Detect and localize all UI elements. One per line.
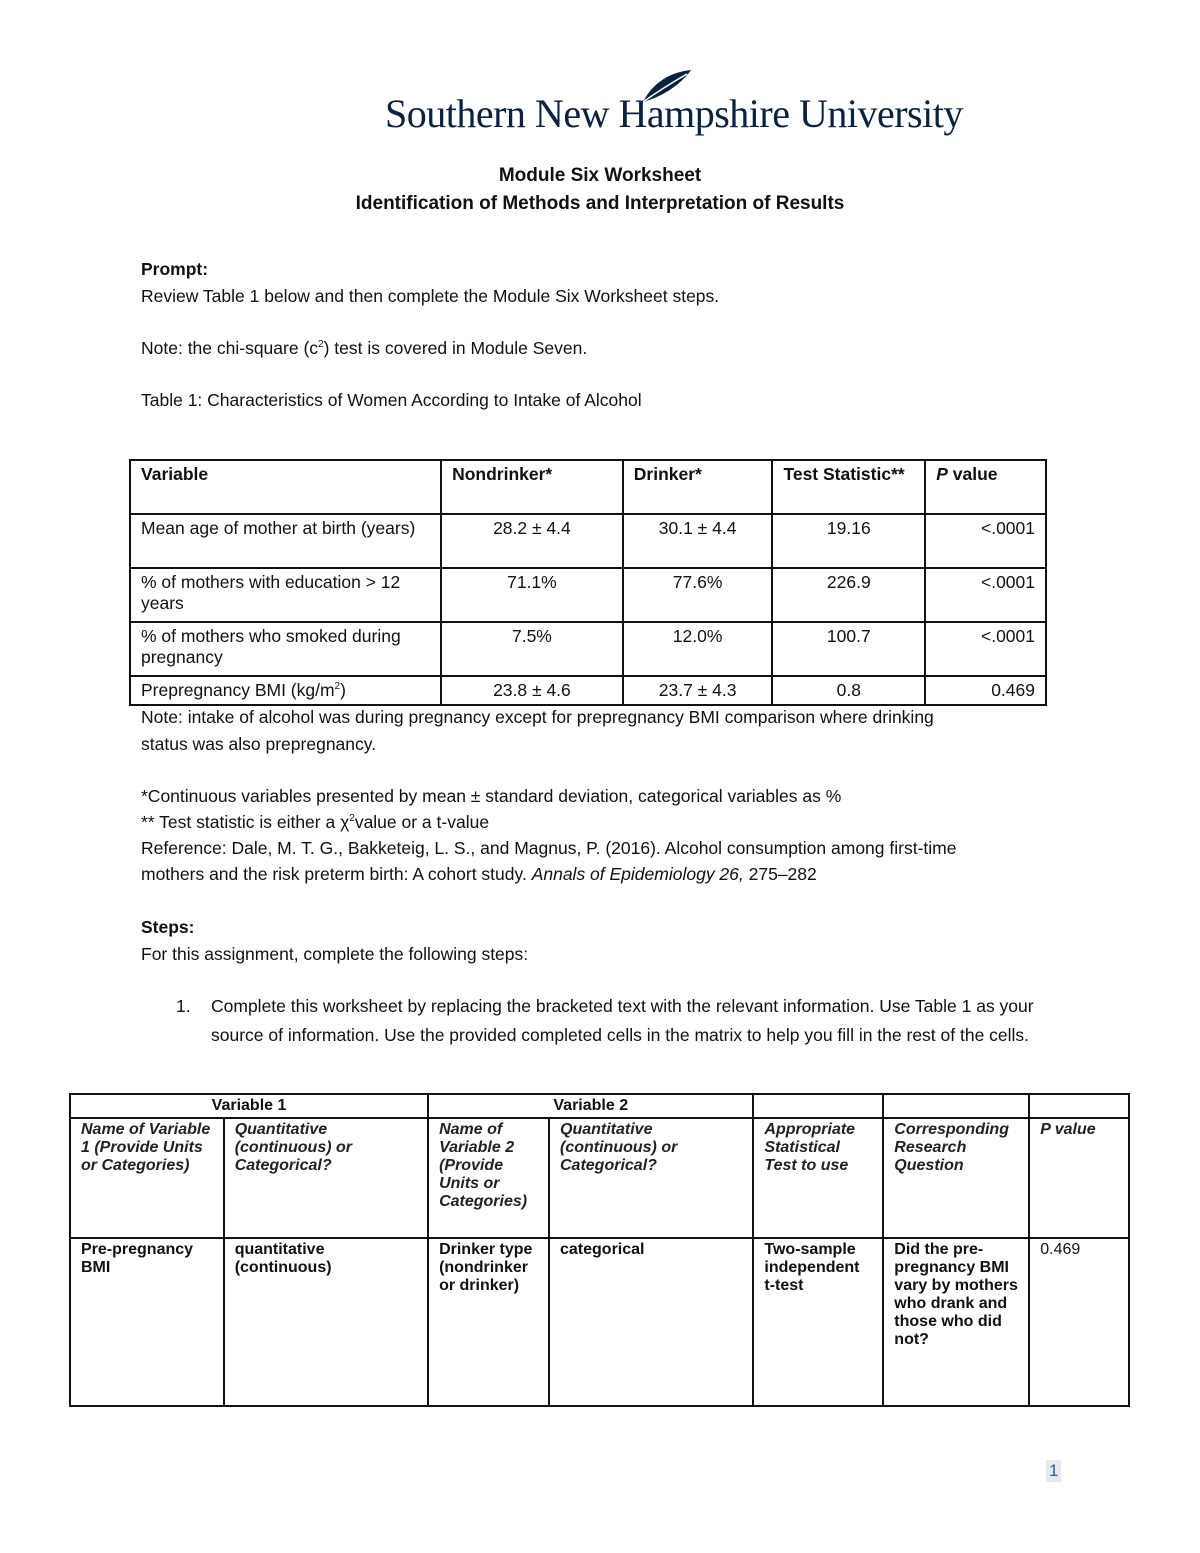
header-name-variable-2: Name of Variable 2 (Provide Units or Categories) bbox=[428, 1118, 549, 1238]
note-sup: 2 bbox=[318, 339, 324, 351]
cell-variable-1-name: Pre-pregnancy BMI bbox=[70, 1238, 224, 1406]
table-note-line2: status was also prepregnancy. bbox=[141, 734, 377, 754]
leaf-icon bbox=[635, 68, 695, 108]
row-drinker: 12.0% bbox=[623, 622, 773, 676]
row-variable: % of mothers with education > 12 years bbox=[130, 568, 441, 622]
row-stat: 0.8 bbox=[772, 676, 925, 705]
note-prefix: Note: the chi-square (c bbox=[141, 338, 319, 358]
group-empty bbox=[1029, 1094, 1129, 1118]
row-p: <.0001 bbox=[925, 568, 1046, 622]
table-row bbox=[130, 622, 1046, 676]
row-variable-end: ) bbox=[340, 680, 346, 700]
ref-line2-prefix: mothers and the risk preterm birth: A cohort study. bbox=[141, 864, 532, 884]
table-row bbox=[130, 514, 1046, 568]
characteristics-table bbox=[129, 459, 1047, 706]
header-statistical-test: Appropriate Statistical Test to use bbox=[753, 1118, 883, 1238]
footnote2-prefix: ** Test statistic is either a χ bbox=[141, 812, 350, 832]
header-variable: Variable bbox=[130, 460, 441, 514]
header-type-variable-2: Quantitative (continuous) or Categorical? bbox=[549, 1118, 753, 1238]
row-nondrinker: 7.5% bbox=[441, 622, 623, 676]
table-header-row bbox=[130, 460, 1046, 514]
footnote2-suffix: value or a t-value bbox=[354, 812, 490, 832]
header-name-variable-1: Name of Variable 1 (Provide Units or Categories) bbox=[70, 1118, 224, 1238]
university-logo bbox=[385, 68, 963, 138]
list-number: 1. bbox=[176, 996, 191, 1016]
header-type-variable-1: Quantitative (continuous) or Categorical? bbox=[224, 1118, 428, 1238]
reference-line2 bbox=[141, 864, 817, 885]
header-p-value bbox=[925, 460, 1046, 514]
steps-intro: For this assignment, complete the following steps: bbox=[141, 944, 529, 964]
cell-variable-2-name: Drinker type (nondrinker or drinker) bbox=[428, 1238, 549, 1406]
header-p-value: P value bbox=[1029, 1118, 1129, 1238]
row-variable-sup: 2 bbox=[334, 681, 341, 693]
row-drinker: 77.6% bbox=[623, 568, 773, 622]
cell-research-question: Did the pre-pregnancy BMI vary by mothers who drank and those who did not? bbox=[883, 1238, 1029, 1406]
footnote-test-statistic bbox=[141, 812, 489, 833]
header-research-question: Corresponding Research Question bbox=[883, 1118, 1029, 1238]
ref-pages: 275–282 bbox=[743, 864, 817, 884]
page-title: Module Six Worksheet bbox=[498, 165, 702, 186]
steps-label: Steps: bbox=[141, 917, 195, 937]
page-subtitle: Identification of Methods and Interpretation of Results bbox=[355, 193, 845, 214]
header-nondrinker: Nondrinker* bbox=[441, 460, 623, 514]
group-empty bbox=[883, 1094, 1029, 1118]
header-test-statistic: Test Statistic** bbox=[772, 460, 925, 514]
group-empty bbox=[753, 1094, 883, 1118]
cell-p-value: 0.469 bbox=[1029, 1238, 1129, 1406]
row-variable: Mean age of mother at birth (years) bbox=[130, 514, 441, 568]
group-variable-2: Variable 2 bbox=[428, 1094, 753, 1118]
ref-journal: Annals of Epidemiology 26, bbox=[531, 864, 744, 884]
row-stat: 226.9 bbox=[772, 568, 925, 622]
table-row bbox=[130, 676, 1046, 705]
row-drinker: 23.7 ± 4.3 bbox=[623, 676, 773, 705]
table-row bbox=[70, 1238, 1129, 1406]
cell-variable-1-type: quantitative (continuous) bbox=[224, 1238, 428, 1406]
row-nondrinker: 23.8 ± 4.6 bbox=[441, 676, 623, 705]
row-nondrinker: 71.1% bbox=[441, 568, 623, 622]
column-header-row bbox=[70, 1118, 1129, 1238]
list-item-text: Complete this worksheet by replacing the bracketed text with the relevant information. Use Table 1 as your source of information. Use the provided completed cells in the matrix to help you fill in the rest of the cells. bbox=[211, 996, 1034, 1045]
row-stat: 19.16 bbox=[772, 514, 925, 568]
row-p: <.0001 bbox=[925, 514, 1046, 568]
table-note-line1: Note: intake of alcohol was during pregnancy except for prepregnancy BMI comparison where drinking bbox=[141, 707, 934, 727]
footnote-continuous: *Continuous variables presented by mean ± standard deviation, categorical variables as % bbox=[141, 786, 842, 806]
footnote2-sup: 2 bbox=[349, 813, 355, 825]
row-variable bbox=[130, 676, 441, 705]
row-drinker: 30.1 ± 4.4 bbox=[623, 514, 773, 568]
header-p-italic: P bbox=[936, 464, 948, 484]
group-variable-1: Variable 1 bbox=[70, 1094, 428, 1118]
logo-text: Southern New Hampshire University bbox=[385, 91, 963, 136]
prompt-text: Review Table 1 below and then complete the Module Six Worksheet steps. bbox=[141, 286, 720, 306]
row-variable: % of mothers who smoked during pregnancy bbox=[130, 622, 441, 676]
header-p-rest: value bbox=[947, 464, 998, 484]
prompt-label: Prompt: bbox=[141, 259, 209, 279]
methods-matrix-table bbox=[69, 1093, 1130, 1407]
table-caption: Table 1: Characteristics of Women According to Intake of Alcohol bbox=[141, 390, 642, 410]
cell-variable-2-type: categorical bbox=[549, 1238, 753, 1406]
cell-statistical-test: Two-sample independent t-test bbox=[753, 1238, 883, 1406]
row-p: 0.469 bbox=[925, 676, 1046, 705]
group-header-row bbox=[70, 1094, 1129, 1118]
row-nondrinker: 28.2 ± 4.4 bbox=[441, 514, 623, 568]
page-number: 1 bbox=[1046, 1460, 1061, 1482]
reference-line1: Reference: Dale, M. T. G., Bakketeig, L. S., and Magnus, P. (2016). Alcohol consumption among first-time bbox=[141, 838, 957, 858]
chi-square-note bbox=[141, 338, 587, 359]
row-stat: 100.7 bbox=[772, 622, 925, 676]
row-p: <.0001 bbox=[925, 622, 1046, 676]
table-row bbox=[130, 568, 1046, 622]
row-variable-text: Prepregnancy BMI (kg/m bbox=[141, 680, 335, 700]
note-suffix: ) test is covered in Module Seven. bbox=[323, 338, 588, 358]
header-drinker: Drinker* bbox=[623, 460, 773, 514]
